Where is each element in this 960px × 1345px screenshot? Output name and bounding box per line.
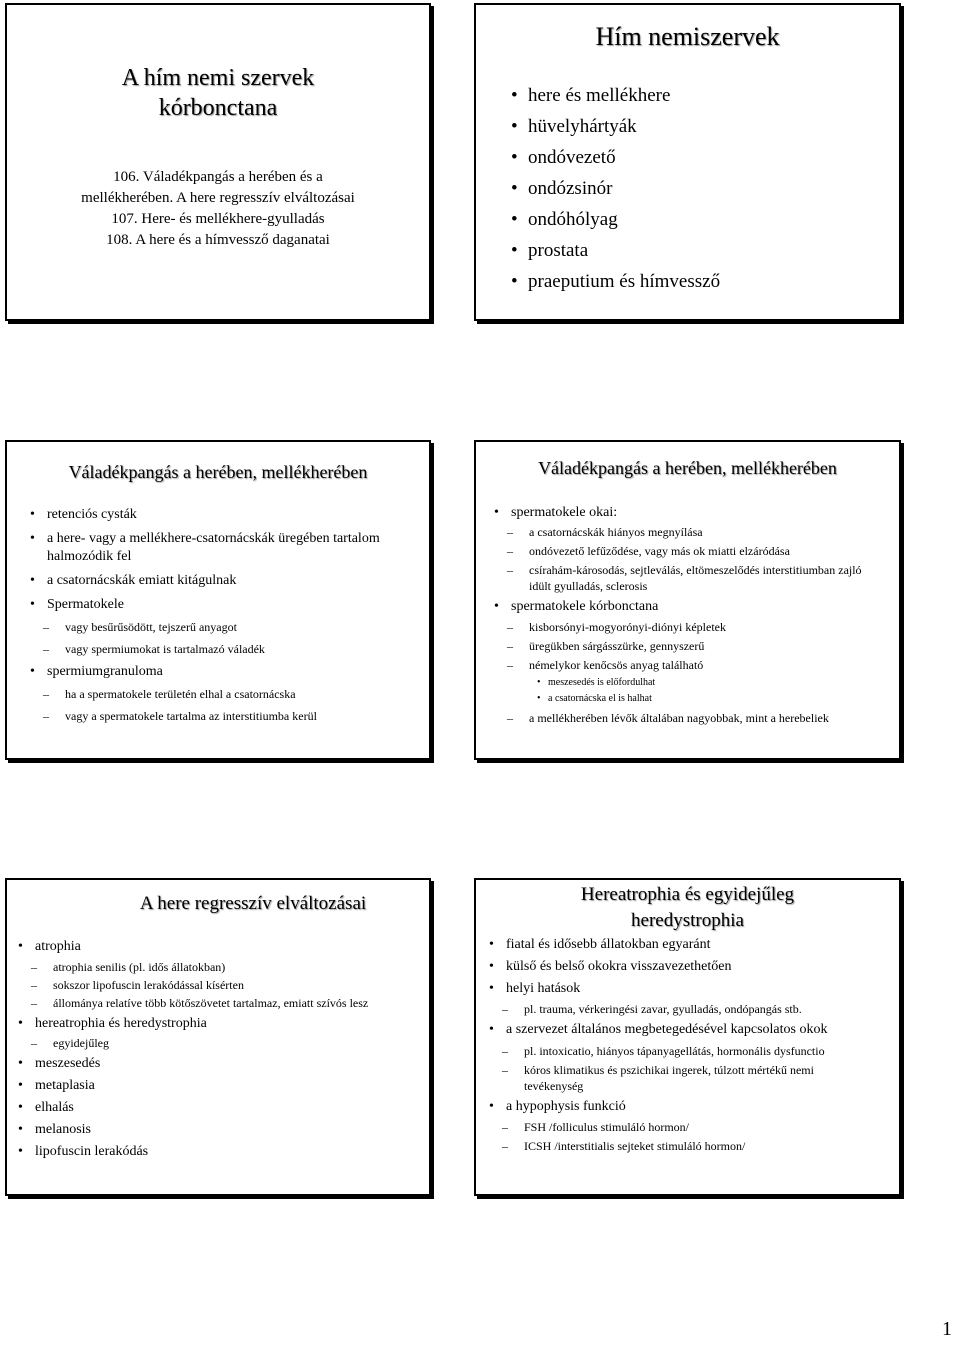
list-item: • Spermatokele: [47, 596, 417, 614]
sub-list-item: – a mellékherében lévők általában nagyobbak, mint a herebeliek: [529, 710, 881, 726]
list-item: • atrophia: [35, 938, 415, 956]
sub-list-item: – kisborsónyi-mogyorónyi-diónyi képletek: [529, 619, 881, 635]
sub-list-item: – csírahám-károsodás, sejtleválás, eltömeszelődés interstitiumban zajló idült gyulladás, sclerosis: [529, 562, 881, 594]
contents-line: 108. A here és a hímvessző daganatai: [106, 232, 330, 248]
sub-list-item: – kóros klimatikus és pszichikai ingerek, túlzott mértékű nemi tevékenység: [524, 1062, 869, 1094]
list-item: • fiatal és idősebb állatokban egyaránt: [506, 936, 886, 954]
slide-1: [5, 3, 431, 321]
list-item: • melanosis: [35, 1121, 415, 1139]
list-item: • meszesedés: [35, 1055, 415, 1073]
list-item: • a csatornácskák emiatt kitágulnak: [47, 572, 417, 590]
sub-list-item: – atrophia senilis (pl. idős állatokban): [53, 959, 415, 975]
contents-line: 107. Here- és mellékhere-gyulladás: [111, 211, 325, 227]
slide-6-list: [506, 936, 886, 1154]
sub-list-item: – pl. trauma, vérkeringési zavar, gyulladás, ondópangás stb.: [524, 1001, 886, 1017]
slide-4: [474, 440, 901, 760]
list-item: • hereatrophia és heredystrophia: [35, 1015, 415, 1033]
slide-3-list: [47, 506, 417, 725]
list-item: • a hypophysis funkció: [506, 1098, 886, 1116]
sub-list-item: – ICSH /interstitialis sejteket stimuláló hormon/: [524, 1138, 886, 1154]
slide-6-title-line: Hereatrophia és egyidejűleg: [580, 884, 795, 905]
slide-5: [5, 878, 431, 1196]
contents-line: 106. Váladékpangás a herében és a: [113, 169, 323, 185]
list-item: • külső és belső okokra visszavezethetően: [506, 958, 886, 976]
slide-3-title: Váladékpangás a herében, mellékherében: [68, 462, 368, 482]
sub-list-item: – üregükben sárgásszürke, gennyszerű: [529, 638, 881, 654]
sub-list-item: – FSH /folliculus stimuláló hormon/: [524, 1119, 886, 1135]
list-item: • lipofuscin lerakódás: [35, 1143, 415, 1161]
list-item: • ondózsinór: [528, 173, 720, 204]
list-item: • metaplasia: [35, 1077, 415, 1095]
list-item: • hüvelyhártyák: [528, 111, 720, 142]
sub-list-item: – ha a spermatokele területén elhal a csatornácska: [65, 685, 417, 703]
slide-1-contents: [7, 167, 429, 251]
sub-list-item: – a csatornácskák hiányos megnyílása: [529, 524, 881, 540]
list-item: • ondóhólyag: [528, 204, 720, 235]
slide-2-title: Hím nemiszervek: [595, 22, 780, 51]
list-item: • here és mellékhere: [528, 80, 720, 111]
list-item: • praeputium és hímvessző: [528, 266, 720, 297]
slide-2-list: [528, 80, 720, 297]
slide-1-title-line: A hím nemi szervek: [121, 65, 315, 91]
slide-1-title-line: kórbonctana: [158, 95, 278, 121]
sub-sub-list-item: • a csatornácska el is halhat: [548, 691, 881, 706]
slide-4-list: [511, 504, 881, 726]
sub-list-item: – sokszor lipofuscin lerakódással kísérten: [53, 977, 415, 993]
sub-list-item: – egyidejűleg: [53, 1035, 415, 1051]
list-item: • spermatokele kórbonctana: [511, 598, 881, 616]
list-item: • spermiumgranuloma: [47, 663, 417, 681]
list-item: • a szervezet általános megbetegedésével kapcsolatos okok: [506, 1021, 886, 1039]
slide-6-title: [476, 882, 899, 934]
list-item: • retenciós cysták: [47, 506, 417, 524]
slide-1-title: [7, 63, 429, 123]
sub-list-item: – pl. intoxicatio, hiányos tápanyagellátás, hormonális dysfunctio: [524, 1043, 864, 1059]
list-item: • elhalás: [35, 1099, 415, 1117]
sub-list-item: – vagy spermiumokat is tartalmazó váladék: [65, 640, 417, 658]
page-number: 1: [942, 1318, 952, 1340]
slide-6-title-line: heredystrophia: [631, 910, 744, 931]
list-item: • prostata: [528, 235, 720, 266]
slide-6: [474, 878, 901, 1196]
contents-line: mellékherében. A here regresszív elváltozásai: [81, 190, 355, 206]
list-item: • helyi hatások: [506, 980, 886, 998]
slide-3: [5, 440, 431, 760]
slide-4-title: Váladékpangás a herében, mellékherében: [538, 458, 837, 478]
sub-list-item: – némelykor kenőcsös anyag található: [529, 657, 881, 673]
sub-list-item: – ondóvezető lefűződése, vagy más ok miatti elzáródása: [529, 543, 881, 559]
slide-5-list: [35, 938, 415, 1161]
list-item: • ondóvezető: [528, 142, 720, 173]
sub-list-item: – állománya relatíve több kötőszövetet tartalmaz, emiatt szívós lesz: [53, 995, 393, 1011]
list-item: • a here- vagy a mellékhere-csatornácskák üregében tartalom halmozódik fel: [47, 530, 417, 566]
sub-list-item: – vagy a spermatokele tartalma az interstitiumba kerül: [65, 707, 417, 725]
slide-2: [474, 3, 901, 321]
sub-list-item: – vagy besűrűsödött, tejszerű anyagot: [65, 618, 417, 636]
sub-sub-list-item: • meszesedés is előfordulhat: [548, 675, 881, 690]
list-item: • spermatokele okai:: [511, 504, 881, 522]
slide-5-title: A here regresszív elváltozásai: [139, 893, 367, 914]
